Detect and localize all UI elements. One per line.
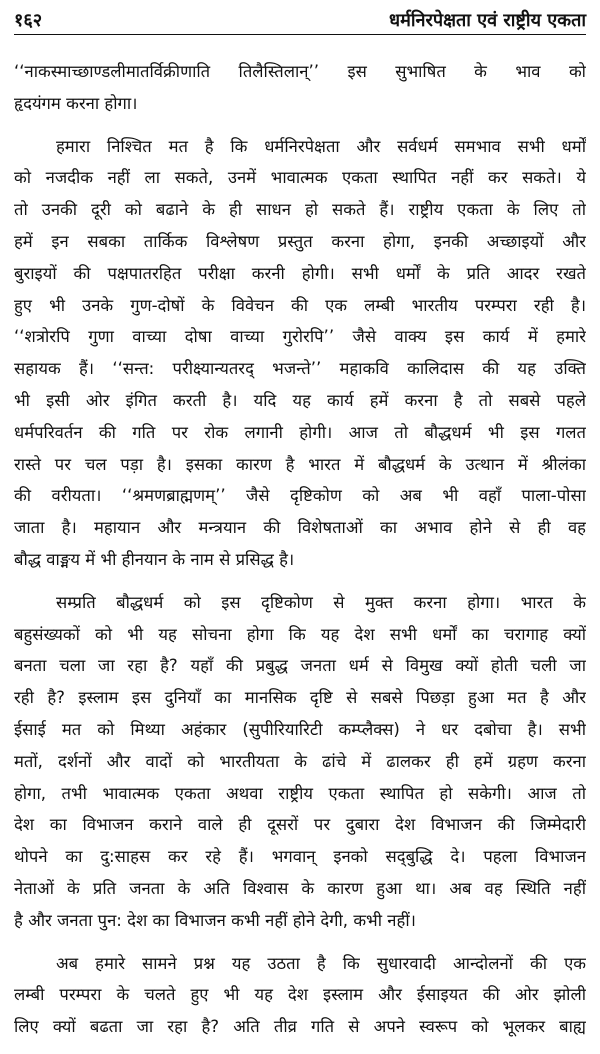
text-line: बौद्ध वाङ्मय में भी हीनयान के नाम से प्रसिद्ध है। bbox=[14, 549, 295, 569]
text-line: थोपने का दु:साहस कर रहे हैं। भगवान् इनको सद्‌बुद्धि दे। पहला विभाजन bbox=[14, 847, 586, 867]
text-line: तो उनकी दूरी को बढाने के ही साधन हो सकते हैं। राष्ट्रीय एकता के लिए तो bbox=[14, 200, 586, 220]
text-line: बनता चला जा रहा है? यहाँ की प्रबुद्ध जनता धर्म से विमुख क्यों होती चली जा bbox=[14, 656, 586, 676]
page-number: १६२ bbox=[14, 10, 43, 31]
text-line: भी इसी ओर इंगित करती है। यदि यह कार्य हमें करना है तो सबसे पहले bbox=[14, 390, 586, 410]
text-line: बुराइयों की पक्षपातरहित परीक्षा करनी होगी। सभी धर्मों के प्रति आदर रखते bbox=[14, 263, 586, 283]
paragraph-1 bbox=[14, 56, 586, 120]
text-line: सम्प्रति बौद्धधर्म को इस दृष्टिकोण से मुक्त करना होगा। भारत के bbox=[56, 592, 586, 612]
text-line: धर्मपरिवर्तन की गति पर रोक लगानी होगी। आज तो बौद्धधर्म भी इस गलत bbox=[14, 422, 586, 442]
text-line: जाता है। महायान और मन्त्रयान की विशेषताओं का अभाव होने से ही वह bbox=[14, 518, 586, 538]
text-line: लम्बी परम्परा के चलते हुए भी यह देश इस्लाम और ईसाइयत की ओर झोली bbox=[14, 985, 586, 1005]
text-line: बहुसंख्यकों को भी यह सोचना होगा कि यह देश सभी धर्मों का चरागाह क्यों bbox=[14, 624, 586, 644]
text-line: लिए क्यों बढता जा रहा है? अति तीव्र गति से अपने स्वरूप को भूलकर बाह्य bbox=[14, 1017, 586, 1037]
page-header bbox=[14, 6, 586, 32]
text-line: होगा, तभी भावात्मक एकता अथवा राष्ट्रीय एकता स्थापित हो सकेगी। आज तो bbox=[14, 783, 586, 803]
text-line: सहायक हैं। ‘‘सन्त: परीक्ष्यान्यतरद् भजन्ते’’ महाकवि कालिदास की यह उक्ति bbox=[14, 359, 586, 379]
page-body bbox=[14, 56, 586, 1054]
paragraph-4 bbox=[14, 948, 586, 1043]
text-line: ‘‘शत्रोरपि गुणा वाच्या दोषा वाच्या गुरोरपि’’ जैसे वाक्य इस कार्य में हमारे bbox=[14, 327, 586, 347]
text-line: हमारा निश्चित मत है कि धर्मनिरपेक्षता और सर्वधर्म समभाव सभी धर्मों bbox=[56, 136, 586, 156]
header-rule bbox=[14, 34, 586, 35]
text-line: देश का विभाजन कराने वाले ही दूसरों पर दुबारा देश विभाजन की जिम्मेदारी bbox=[14, 815, 586, 835]
text-line: अब हमारे सामने प्रश्न यह उठता है कि सुधारवादी आन्दोलनों की एक bbox=[56, 953, 586, 973]
text-line: हमें इन सबका तार्किक विश्लेषण प्रस्तुत करना होगा, इनकी अच्छाइयों और bbox=[14, 231, 586, 251]
text-line: मतों, दर्शनों और वादों को भारतीयता के ढांचे में ढालकर ही हमें ग्रहण करना bbox=[14, 751, 586, 771]
text-line: रही है? इस्लाम इस दुनियाँ का मानसिक दृष्टि से सबसे पिछड़ा हुआ मत है और bbox=[14, 688, 586, 708]
text-line: नेताओं के प्रति जनता के अति विश्वास के कारण हुआ था। अब वह स्थिति नहीं bbox=[14, 878, 586, 898]
text-line: ईसाई मत को मिथ्या अहंकार (सुपीरियारिटी कम्प्लैक्स) ने धर दबोचा है। सभी bbox=[14, 719, 586, 739]
running-title: धर्मनिरपेक्षता एवं राष्ट्रीय एकता bbox=[389, 10, 586, 31]
text-line: हुए भी उनके गुण-दोषों के विवेचन की एक लम्बी भारतीय परम्परा रही है। bbox=[14, 295, 586, 315]
text-line: हृदयंगम करना होगा। bbox=[14, 93, 138, 113]
paragraph-3 bbox=[14, 587, 586, 937]
text-line: को नजदीक नहीं ला सकते, उनमें भावात्मक एकता स्थापित नहीं कर सकते। ये bbox=[14, 168, 586, 188]
text-line: रास्ते पर चल पड़ा है। इसका कारण है भारत में बौद्धधर्म के उत्थान में श्रीलंका bbox=[14, 454, 586, 474]
paragraph-2 bbox=[14, 131, 586, 576]
text-line: है और जनता पुन: देश का विभाजन कभी नहीं होने देगी, कभी नहीं। bbox=[14, 910, 416, 930]
text-line: की वरीयता। ‘‘श्रमणब्राह्मणम्’’ जैसे दृष्टिकोण को अब भी वहाँ पाला-पोसा bbox=[14, 486, 586, 506]
text-line: ‘‘नाकस्माच्छाण्डलीमातर्विक्रीणाति तिलैस्तिलान्’’ इस सुभाषित के भाव को bbox=[14, 62, 586, 81]
